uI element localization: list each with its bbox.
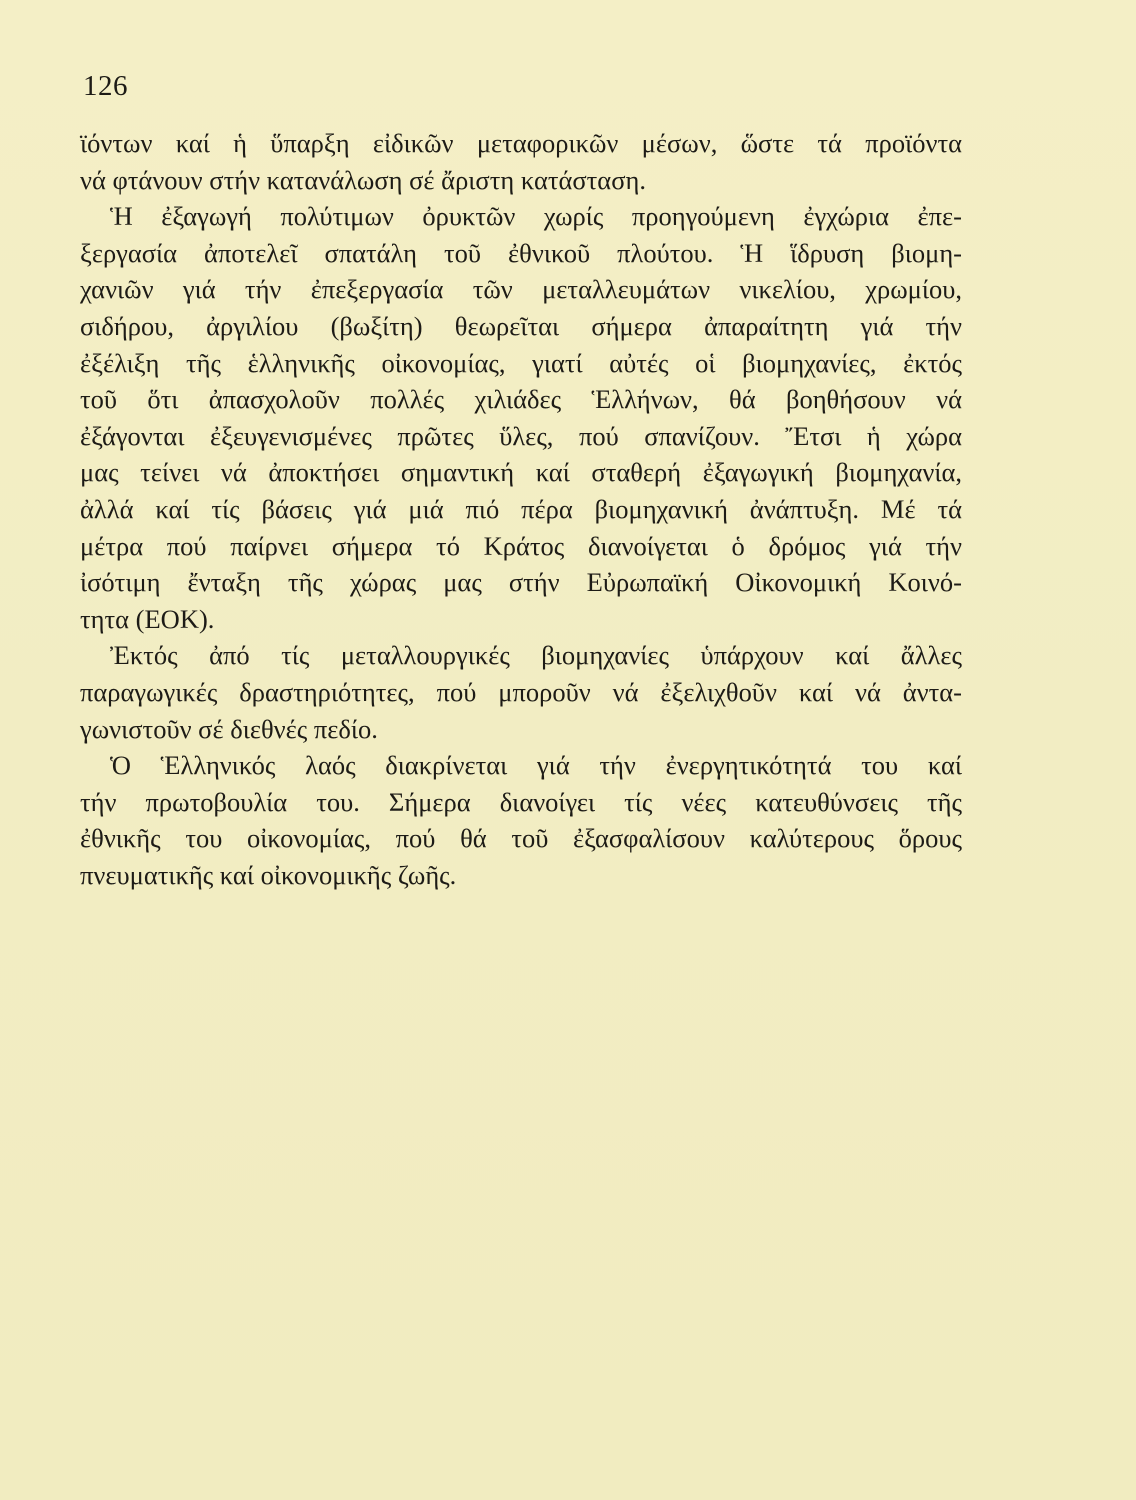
text-line: χανιῶν γιά τήν ἐπεξεργασία τῶν μεταλλευμάτων νικελίου, χρωμίου,: [80, 274, 962, 305]
paragraph: [80, 747, 962, 893]
text-line: σιδήρου, ἀργιλίου (βωξίτη) θεωρεῖται σήμερα ἀπαραίτητη γιά τήν: [80, 310, 962, 341]
text-line: ἀλλά καί τίς βάσεις γιά μιά πιό πέρα βιομηχανική ἀνάπτυξη. Μέ τά: [80, 493, 962, 524]
text-line: νά φτάνουν στήν κατανάλωση σέ ἄριστη κατάσταση.: [80, 164, 646, 195]
text-line: ἐθνικῆς του οἰκονομίας, πού θά τοῦ ἐξασφαλίσουν καλύτερους ὅρους: [80, 823, 962, 854]
text-line: παραγωγικές δραστηριότητες, πού μποροῦν νά ἐξελιχθοῦν καί νά ἀντα-: [80, 676, 962, 707]
text-line: ξεργασία ἀποτελεῖ σπατάλη τοῦ ἐθνικοῦ πλούτου. Ἡ ἵδρυση βιομη-: [80, 237, 962, 268]
text-line: μας τείνει νά ἀποκτήσει σημαντική καί σταθερή ἐξαγωγική βιομηχανία,: [80, 457, 962, 488]
paragraph: [80, 637, 962, 747]
text-line: πνευματικῆς καί οἰκονομικῆς ζωῆς.: [80, 859, 457, 890]
paragraph: [80, 125, 962, 198]
text-line: Ἐκτός ἀπό τίς μεταλλουργικές βιομηχανίες ὑπάρχουν καί ἄλλες: [110, 640, 962, 671]
text-line: Ὁ Ἑλληνικός λαός διακρίνεται γιά τήν ἐνεργητικότητά του καί: [110, 750, 962, 781]
text-line: μέτρα πού παίρνει σήμερα τό Κράτος διανοίγεται ὁ δρόμος γιά τήν: [80, 530, 962, 561]
body-text: [80, 125, 962, 893]
text-line: τοῦ ὅτι ἀπασχολοῦν πολλές χιλιάδες Ἑλλήνων, θά βοηθήσουν νά: [80, 384, 962, 415]
text-line: τητα (ΕΟΚ).: [80, 603, 215, 634]
text-line: ἐξέλιξη τῆς ἑλληνικῆς οἰκονομίας, γιατί αὐτές οἱ βιομηχανίες, ἐκτός: [80, 347, 962, 378]
paragraph: [80, 198, 962, 637]
page-number: 126: [83, 70, 128, 102]
text-line: Ἡ ἐξαγωγή πολύτιμων ὀρυκτῶν χωρίς προηγούμενη ἐγχώρια ἐπε-: [110, 201, 962, 232]
text-line: γωνιστοῦν σέ διεθνές πεδίο.: [80, 713, 378, 744]
text-line: ἐξάγονται ἐξευγενισμένες πρῶτες ὕλες, πού σπανίζουν. Ἔτσι ἡ χώρα: [80, 420, 962, 451]
text-line: ϊόντων καί ἡ ὕπαρξη εἰδικῶν μεταφορικῶν μέσων, ὥστε τά προϊόντα: [80, 128, 962, 158]
text-line: ἰσότιμη ἔνταξη τῆς χώρας μας στήν Εὐρωπαϊκή Οἰκονομική Κοινό-: [80, 567, 962, 598]
text-line: τήν πρωτοβουλία του. Σήμερα διανοίγει τίς νέες κατευθύνσεις τῆς: [80, 786, 962, 817]
